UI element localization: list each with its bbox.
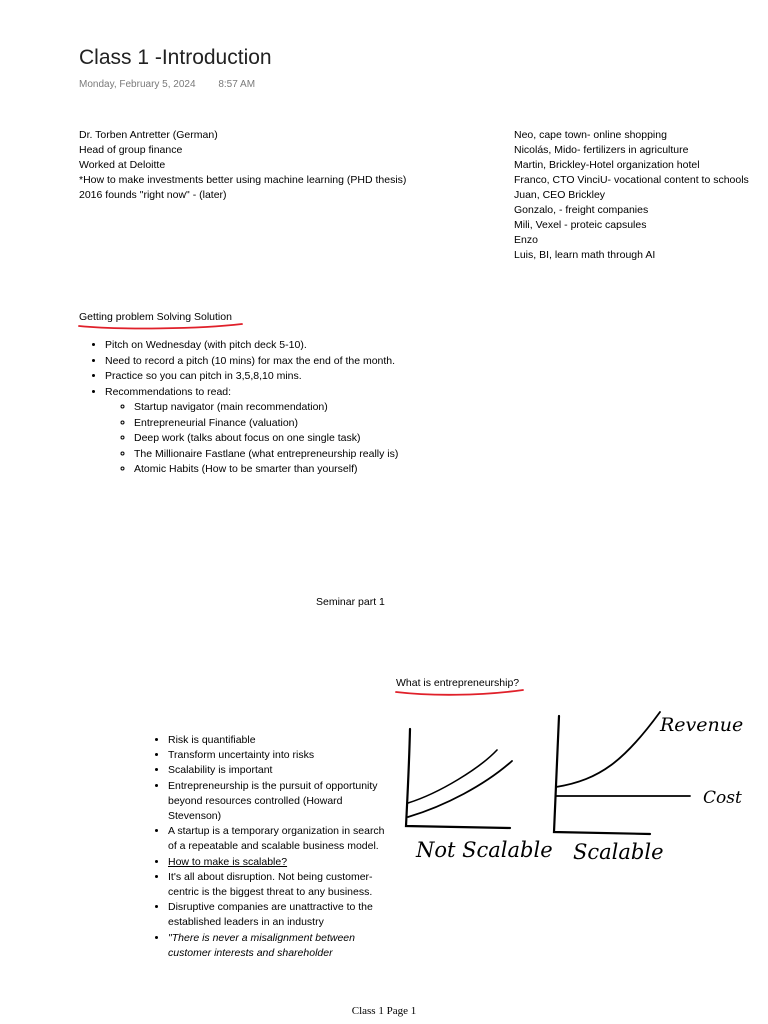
list-item: • Need to record a pitch (10 mins) for max the end of the month.: [105, 354, 398, 370]
list-item: • It's all about disruption. Not being customer-centric is the biggest threat to any business.: [168, 870, 388, 900]
classmate-line: Franco, CTO VinciU- vocational content to schools: [514, 174, 749, 186]
note-line: Dr. Torben Antretter (German): [79, 129, 218, 141]
section2-heading: What is entrepreneurship?: [396, 677, 520, 689]
classmate-line: Gonzalo, - freight companies: [514, 204, 649, 216]
sub-list-item: ◦ Deep work (talks about focus on one single task): [134, 431, 398, 447]
note-line: Head of group finance: [79, 144, 183, 156]
sub-list-item: ◦ Atomic Habits (How to be smarter than yourself): [134, 462, 398, 478]
classmate-line: Neo, cape town- online shopping: [514, 129, 667, 141]
page-title: Class 1 -Introduction: [79, 46, 272, 69]
classmate-line: Mili, Vexel - proteic capsules: [514, 219, 647, 231]
page-time: 8:57 AM: [218, 79, 256, 90]
note-line: *How to make investments better using machine learning (PHD thesis): [79, 174, 407, 186]
classmate-line: Enzo: [514, 234, 538, 246]
list-item: • Pitch on Wednesday (with pitch deck 5-10).: [105, 338, 398, 354]
note-line: 2016 founds "right now" - (later): [79, 189, 227, 201]
list-item: • Entrepreneurship is the pursuit of opportunity beyond resources controlled (Howard Stevenson): [168, 779, 388, 825]
page-date: Monday, February 5, 2024: [79, 79, 196, 90]
list-item: • Scalability is important: [168, 763, 388, 778]
list-item-text: Recommendations to read:: [105, 385, 232, 398]
not-scalable-label: Not Scalable: [416, 838, 553, 862]
curve-ink: [408, 750, 497, 803]
sub-list-item: ◦ The Millionaire Fastlane (what entrepreneurship really is): [134, 447, 398, 463]
note-line: Worked at Deloitte: [79, 159, 166, 171]
list-item: • Disruptive companies are unattractive to the established leaders in an industry: [168, 900, 388, 930]
classmate-line: Martin, Brickley-Hotel organization hotel: [514, 159, 700, 171]
revenue-label: Revenue: [660, 714, 744, 736]
classmate-line: Nicolás, Mido- fertilizers in agriculture: [514, 144, 689, 156]
axis-ink: [554, 716, 650, 834]
section1-heading: Getting problem Solving Solution: [79, 311, 232, 323]
underline-ink: [79, 324, 242, 328]
cost-label: Cost: [703, 788, 742, 808]
curve-ink: [556, 712, 660, 787]
sub-list-item: ◦ Entrepreneurial Finance (valuation): [134, 416, 398, 432]
curve-ink: [408, 761, 512, 817]
list-item: • "There is never a misalignment between customer interests and shareholder: [168, 931, 388, 961]
list-item: • Risk is quantifiable: [168, 733, 388, 748]
list-item: • How to make is scalable?: [168, 855, 388, 870]
classmate-line: Luis, BI, learn math through AI: [514, 249, 656, 261]
sub-list-item: ◦ Startup navigator (main recommendation): [134, 400, 398, 416]
classmate-line: Juan, CEO Brickley: [514, 189, 606, 201]
scalable-label: Scalable: [573, 840, 664, 864]
list-item: • Transform uncertainty into risks: [168, 748, 388, 763]
list-item: • Practice so you can pitch in 3,5,8,10 mins.: [105, 369, 398, 385]
list-item: • A startup is a temporary organization in search of a repeatable and scalable business model.: [168, 824, 388, 854]
page-footer: Class 1 Page 1: [351, 1005, 417, 1017]
underline-ink: [396, 690, 523, 695]
seminar-label: Seminar part 1: [316, 596, 385, 608]
